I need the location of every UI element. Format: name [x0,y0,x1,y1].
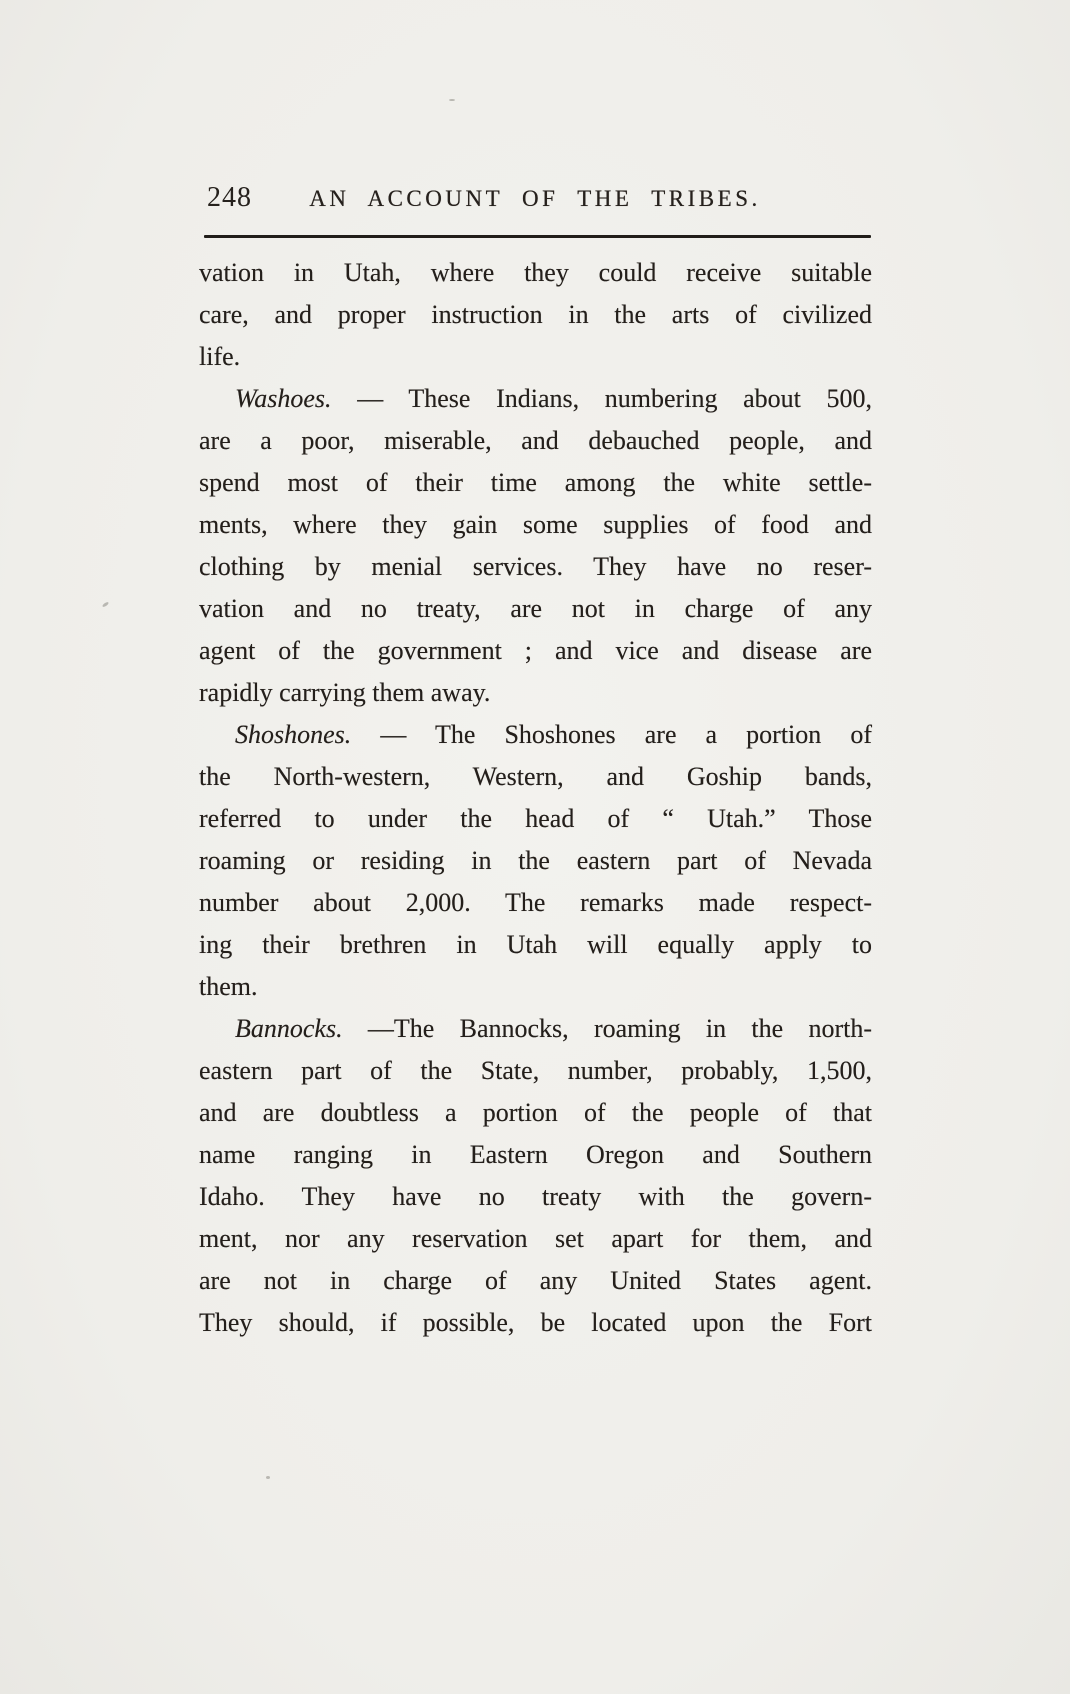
tribe-name-italic: Bannocks. [235,1014,343,1043]
text-line: life. [199,342,241,371]
running-header [199,180,871,220]
paragraph [199,252,872,378]
text-line: ments, where they gain some supplies of food and [199,510,872,539]
tribe-name-italic: Shoshones. [235,720,352,749]
text-line: care, and proper instruction in the arts of civilized [199,300,872,329]
scan-artifact [266,1476,270,1479]
header-rule [204,235,871,238]
text-line: ment, nor any reservation set apart for them, and [199,1224,872,1253]
page-body [199,252,872,1344]
text-line: Bannocks. —The Bannocks, roaming in the north- [235,1014,872,1043]
text-line: Shoshones. — The Shoshones are a portion of [235,720,872,749]
text-line: name ranging in Eastern Oregon and Southern [199,1140,872,1169]
tribe-name-italic: Washoes. [235,384,332,413]
text-line: Washoes. — These Indians, numbering about 500, [235,384,872,413]
text-line: Idaho. They have no treaty with the govern- [199,1182,872,1211]
text-line: clothing by menial services. They have no reser- [199,552,872,581]
paragraph [199,378,872,714]
text-line: vation and no treaty, are not in charge of any [199,594,872,623]
text-line: are not in charge of any United States agent. [199,1266,872,1295]
page-number: 248 [207,182,252,213]
text-line: referred to under the head of “ Utah.” Those [199,804,872,833]
text-line: and are doubtless a portion of the people of that [199,1098,872,1127]
scan-artifact [449,99,455,101]
text-line: rapidly carrying them away. [199,678,491,707]
text-line: number about 2,000. The remarks made respect- [199,888,872,917]
text-line: vation in Utah, where they could receive suitable [199,258,872,287]
text-line: are a poor, miserable, and debauched people, and [199,426,872,455]
text-line: roaming or residing in the eastern part of Nevada [199,846,872,875]
scan-artifact [102,601,109,607]
text-line: the North-western, Western, and Goship bands, [199,762,872,791]
running-header-title: AN ACCOUNT OF THE TRIBES. [309,186,761,211]
paragraph [199,714,872,1008]
text-line: ing their brethren in Utah will equally apply to [199,930,872,959]
text-line: spend most of their time among the white settle- [199,468,872,497]
text-line: They should, if possible, be located upon the Fort [199,1308,872,1337]
text-line: eastern part of the State, number, probably, 1,500, [199,1056,872,1085]
text-line: agent of the government ; and vice and disease are [199,636,872,665]
text-line: them. [199,972,258,1001]
paragraph [199,1008,872,1344]
